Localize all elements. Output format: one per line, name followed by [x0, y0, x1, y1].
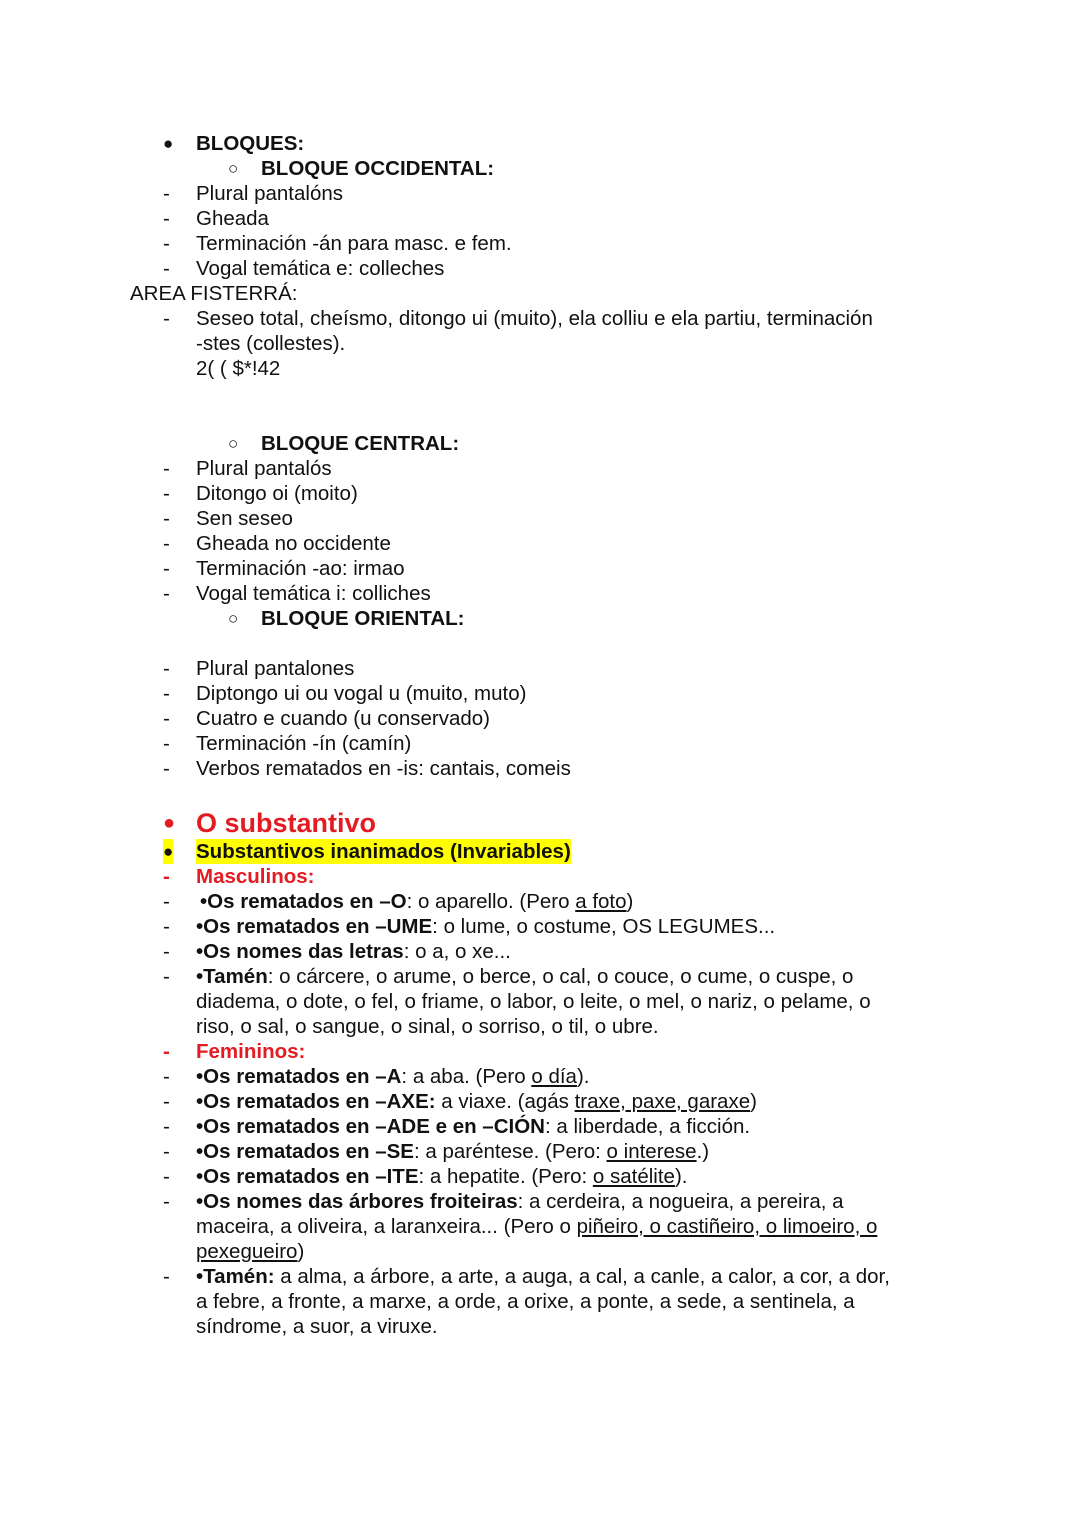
- text-span: pexegueiro: [196, 1240, 298, 1263]
- dash-bullet-icon: -: [163, 1090, 170, 1113]
- text-span: Diptongo ui ou vogal u (muito, muto): [196, 682, 527, 705]
- dash-bullet-icon: -: [163, 1190, 170, 1213]
- text-line: [196, 939, 511, 964]
- text-span: : a hepatite. (Pero:: [418, 1165, 593, 1188]
- text-span: : o lume, o costume, OS LEGUMES...: [432, 915, 776, 938]
- text-span: ): [626, 890, 634, 913]
- text-line: [200, 889, 633, 914]
- text-span: •Tamén: [196, 965, 268, 988]
- dash-bullet-icon: -: [163, 1265, 170, 1288]
- dash-bullet-icon: -: [163, 682, 170, 705]
- dash-bullet-icon: -: [163, 507, 170, 530]
- central-heading: BLOQUE CENTRAL:: [261, 432, 460, 455]
- text-span: : o a, o xe...: [403, 940, 511, 963]
- bloques-heading: BLOQUES:: [196, 132, 305, 155]
- text-span: maceira, a oliveira, a laranxeira... (Pero o: [196, 1215, 577, 1238]
- dash-bullet-icon: -: [163, 307, 170, 330]
- text-line: [196, 914, 775, 939]
- text-span: Gheada no occidente: [196, 532, 391, 555]
- dash-bullet-icon: -: [163, 207, 170, 230]
- text-span: : a aba. (Pero: [401, 1065, 532, 1088]
- section-title: O substantivo: [196, 808, 377, 838]
- text-span: •Os nomes das árbores froiteiras: [196, 1190, 518, 1213]
- text-line: [196, 1214, 877, 1239]
- text-span: •Os rematados en –ADE e en –CIÓN: [196, 1115, 545, 1138]
- text-span: •Os nomes das letras: [196, 940, 404, 963]
- oriental-heading: BLOQUE ORIENTAL:: [261, 607, 465, 630]
- text-line: [196, 1264, 890, 1289]
- dash-bullet-icon: -: [163, 940, 170, 963]
- text-span: Terminación -ín (camín): [196, 732, 412, 755]
- bullet-icon: ●: [163, 134, 174, 153]
- text-span: Gheada: [196, 207, 269, 230]
- dash-bullet-icon: -: [163, 757, 170, 780]
- dash-bullet-icon: -: [163, 1040, 170, 1063]
- text-span: •Os rematados en –A: [196, 1065, 402, 1088]
- dash-bullet-icon: -: [163, 865, 170, 888]
- dash-bullet-icon: -: [163, 890, 170, 913]
- text-span: Plural pantalóns: [196, 182, 344, 205]
- dash-bullet-icon: -: [163, 582, 170, 605]
- text-span: síndrome, a suor, a viruxe.: [196, 1315, 438, 1338]
- circle-bullet-icon: ○: [228, 159, 239, 178]
- text-span: diadema, o dote, o fel, o friame, o labor, o leite, o mel, o nariz, o pelame, o: [196, 990, 871, 1013]
- text-span: a foto: [575, 890, 627, 913]
- dash-bullet-icon: -: [163, 232, 170, 255]
- text-span: : a cerdeira, a nogueira, a pereira, a: [517, 1190, 844, 1213]
- dash-bullet-icon: -: [163, 915, 170, 938]
- text-span: a alma, a árbore, a arte, a auga, a cal, a canle, a calor, a cor, a dor,: [274, 1265, 890, 1288]
- text-span: ).: [576, 1065, 590, 1088]
- text-span: : o cárcere, o arume, o berce, o cal, o couce, o cume, o cuspe, o: [267, 965, 854, 988]
- text-span: Vogal temática e: colleches: [196, 257, 445, 280]
- text-line: [196, 1139, 709, 1164]
- dash-bullet-icon: -: [163, 1165, 170, 1188]
- text-span: •Os rematados en –UME: [196, 915, 433, 938]
- text-span: Plural pantalós: [196, 457, 332, 480]
- dash-bullet-icon: -: [163, 707, 170, 730]
- text-line: [196, 1064, 589, 1089]
- text-line: [196, 1114, 750, 1139]
- dash-bullet-icon: -: [163, 1115, 170, 1138]
- text-line: [196, 1189, 844, 1214]
- text-span: Terminación -án para masc. e fem.: [196, 232, 512, 255]
- text-span: ): [750, 1090, 757, 1113]
- fem-heading: Femininos:: [196, 1040, 306, 1063]
- text-span: o día: [531, 1065, 577, 1088]
- dash-bullet-icon: -: [163, 1065, 170, 1088]
- circle-bullet-icon: ○: [228, 434, 239, 453]
- text-span: : a liberdade, a ficción.: [544, 1115, 751, 1138]
- text-span: •Tamén:: [196, 1265, 275, 1288]
- dash-bullet-icon: -: [163, 557, 170, 580]
- text-span: : o aparello. (Pero: [406, 890, 576, 913]
- text-span: Ditongo oi (moito): [196, 482, 358, 505]
- dash-bullet-icon: -: [163, 732, 170, 755]
- area-heading: AREA FISTERRÁ:: [130, 282, 298, 305]
- occidental-heading: BLOQUE OCCIDENTAL:: [261, 157, 495, 180]
- text-span: •Os rematados en –ITE: [196, 1165, 419, 1188]
- text-span: traxe, paxe, garaxe: [574, 1090, 751, 1113]
- text-span: Seseo total, cheísmo, ditongo ui (muito), ela colliu e ela partiu, terminación: [196, 307, 873, 330]
- text-span: o interese: [606, 1140, 697, 1163]
- text-span: Terminación -ao: irmao: [196, 557, 405, 580]
- circle-bullet-icon: ○: [228, 609, 239, 628]
- dash-bullet-icon: -: [163, 182, 170, 205]
- subtitle: Substantivos inanimados (Invariables): [196, 840, 571, 863]
- text-line: [196, 1089, 757, 1114]
- dash-bullet-icon: -: [163, 257, 170, 280]
- dash-bullet-icon: -: [163, 532, 170, 555]
- text-span: o satélite: [592, 1165, 675, 1188]
- text-span: ): [297, 1240, 305, 1263]
- dash-bullet-icon: -: [163, 965, 170, 988]
- text-span: Sen seseo: [196, 507, 293, 530]
- masc-heading: Masculinos:: [196, 865, 315, 888]
- text-span: : a paréntese. (Pero:: [413, 1140, 607, 1163]
- text-span: Cuatro e cuando (u conservado): [196, 707, 491, 730]
- text-line: [196, 1239, 304, 1264]
- text-span: a febre, a fronte, a marxe, a orde, a orixe, a ponte, a sede, a sentinela, a: [196, 1290, 855, 1313]
- area-code: 2( ( $*!42: [196, 357, 281, 380]
- dash-bullet-icon: -: [163, 457, 170, 480]
- text-span: Verbos rematados en -is: cantais, comeis: [196, 757, 571, 780]
- dash-bullet-icon: -: [163, 482, 170, 505]
- text-span: •Os rematados en –SE: [196, 1140, 414, 1163]
- text-span: piñeiro, o castiñeiro, o limoeiro, o: [576, 1215, 878, 1238]
- text-span: •Os rematados en –AXE:: [196, 1090, 436, 1113]
- text-line: [196, 964, 853, 989]
- text-span: .): [696, 1140, 710, 1163]
- text-span: a viaxe. (agás: [435, 1090, 575, 1113]
- text-span: ).: [674, 1165, 688, 1188]
- bullet-icon: ●: [163, 812, 176, 834]
- text-span: Plural pantalones: [196, 657, 355, 680]
- text-span: •Os rematados en –O: [200, 890, 407, 913]
- text-span: Vogal temática i: colliches: [196, 582, 431, 605]
- text-line: [196, 1164, 687, 1189]
- text-span: -stes (collestes).: [196, 332, 346, 355]
- dash-bullet-icon: -: [163, 657, 170, 680]
- dash-bullet-icon: -: [163, 1140, 170, 1163]
- bullet-icon: ●: [163, 839, 173, 864]
- text-span: riso, o sal, o sangue, o sinal, o sorriso, o til, o ubre.: [196, 1015, 659, 1038]
